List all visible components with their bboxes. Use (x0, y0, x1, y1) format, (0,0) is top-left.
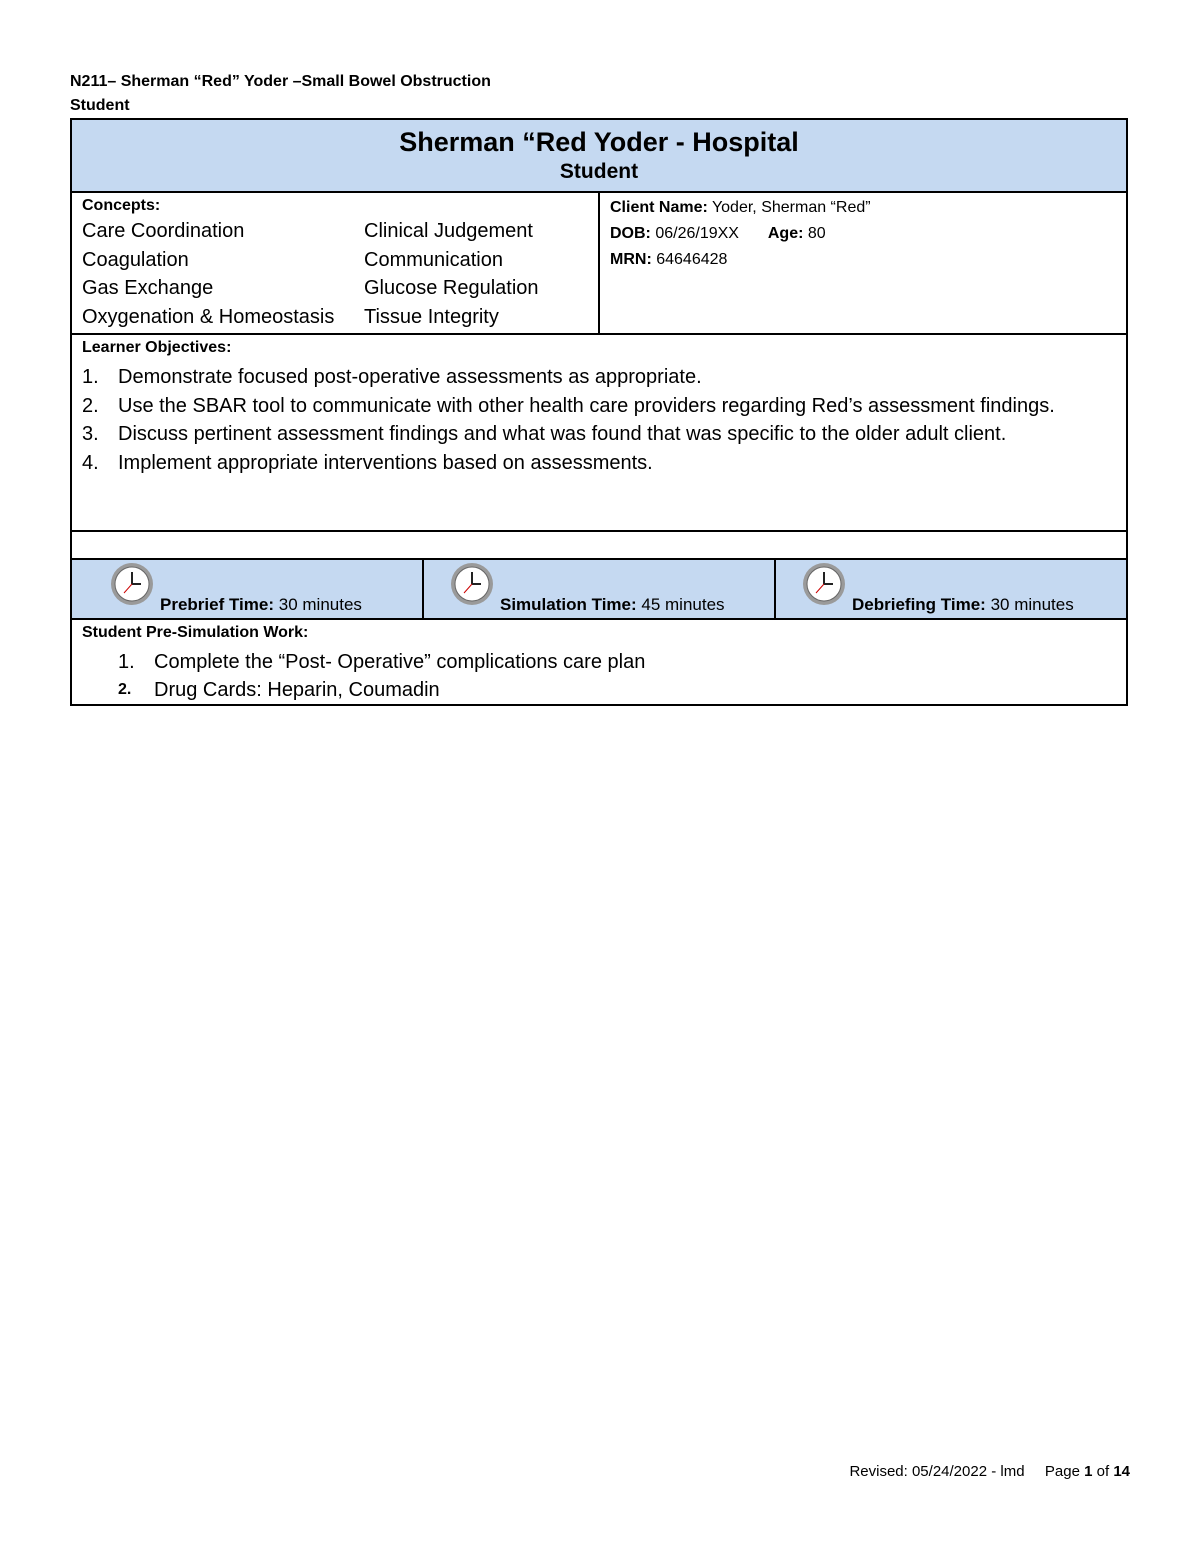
document-header-subtitle: Student (70, 97, 130, 114)
concept-item: Glucose Regulation (364, 277, 539, 299)
objective-text: Use the SBAR tool to communicate with other health care providers regarding Red’s assessment findings. (118, 394, 1055, 417)
objective-text: Implement appropriate interventions based on assessments. (118, 451, 653, 474)
objective-item (82, 420, 1116, 449)
simulation-cell (424, 560, 776, 618)
concept-item: Oxygenation & Homeostasis (82, 305, 335, 328)
objective-number: 3. (82, 423, 99, 445)
concept-item: Care Coordination (82, 220, 245, 242)
concept-item: Clinical Judgement (364, 220, 533, 242)
page-number: 1 (1084, 1463, 1093, 1480)
objective-text: Demonstrate focused post-operative assessments as appropriate. (118, 366, 702, 388)
client-mrn-line (610, 247, 1126, 273)
prebrief-value: 30 minutes (278, 595, 362, 614)
page-total: 14 (1113, 1463, 1130, 1480)
objectives-row (72, 335, 1126, 532)
prebrief-time (160, 594, 362, 616)
simulation-label: Simulation Time: (500, 595, 637, 614)
objective-item (82, 392, 1116, 421)
pre-simulation-text: Drug Cards: Heparin, Coumadin (154, 679, 440, 701)
pre-simulation-number: 1. (118, 651, 135, 673)
pre-simulation-row (72, 620, 1126, 704)
simulation-value: 45 minutes (641, 595, 725, 614)
objective-item (82, 363, 1116, 392)
document-header-title: N211– Sherman “Red” Yoder –Small Bowel Obstruction (70, 73, 491, 90)
concept-item: Coagulation (82, 248, 189, 271)
client-name-line (610, 195, 1126, 221)
debriefing-value: 30 minutes (990, 595, 1074, 614)
pre-simulation-list (82, 648, 1116, 704)
of-word: of (1096, 1463, 1110, 1480)
client-name-label: Client Name: (610, 199, 708, 216)
objective-number: 4. (82, 451, 99, 474)
clock-icon (450, 562, 494, 606)
mrn-label: MRN: (610, 251, 652, 268)
clock-icon (802, 562, 846, 606)
objective-text: Discuss pertinent assessment findings and what was found that was specific to the older adult client. (118, 423, 1007, 445)
objective-number: 1. (82, 366, 99, 388)
mrn-value: 64646428 (656, 251, 728, 268)
dob-value: 06/26/19XX (655, 225, 739, 242)
objectives-list (82, 363, 1116, 477)
client-dob-line (610, 221, 1126, 247)
page-footer (849, 1463, 1130, 1481)
concepts-cell (72, 193, 600, 333)
pre-simulation-label: Student Pre-Simulation Work: (82, 624, 309, 641)
concept-item: Gas Exchange (82, 277, 214, 299)
page-word: Page (1044, 1463, 1080, 1480)
debriefing-label: Debriefing Time: (852, 595, 986, 614)
dob-label: DOB: (610, 225, 651, 242)
pre-simulation-number: 2. (118, 681, 132, 698)
objective-number: 2. (82, 394, 99, 417)
scenario-subtitle: Student (559, 160, 639, 183)
revised-date: Revised: 05/24/2022 - lmd (849, 1463, 1025, 1480)
title-row (72, 120, 1126, 193)
scenario-title: Sherman “Red Yoder - Hospital (399, 127, 799, 157)
prebrief-label: Prebrief Time: (160, 595, 275, 614)
age-label: Age: (767, 225, 804, 242)
age-value: 80 (807, 225, 826, 242)
spacer-row (72, 532, 1126, 560)
client-info-cell (600, 193, 1126, 333)
pre-simulation-item (82, 676, 1116, 704)
client-name-value: Yoder, Sherman “Red” (711, 199, 871, 216)
simulation-time (500, 594, 725, 616)
time-row (72, 560, 1126, 620)
debriefing-time (852, 594, 1074, 616)
pre-simulation-text: Complete the “Post- Operative” complications care plan (154, 651, 646, 673)
prebrief-cell (72, 560, 424, 618)
pre-simulation-item (82, 648, 1116, 676)
concept-item: Tissue Integrity (364, 305, 499, 328)
info-row (72, 193, 1126, 335)
scenario-table (70, 118, 1128, 706)
objectives-label: Learner Objectives: (82, 339, 232, 356)
debriefing-cell (776, 560, 1126, 618)
concepts-label: Concepts: (82, 197, 161, 214)
objective-item (82, 449, 1116, 478)
concept-item: Communication (364, 248, 503, 271)
concepts-grid (82, 217, 598, 331)
clock-icon (110, 562, 154, 606)
